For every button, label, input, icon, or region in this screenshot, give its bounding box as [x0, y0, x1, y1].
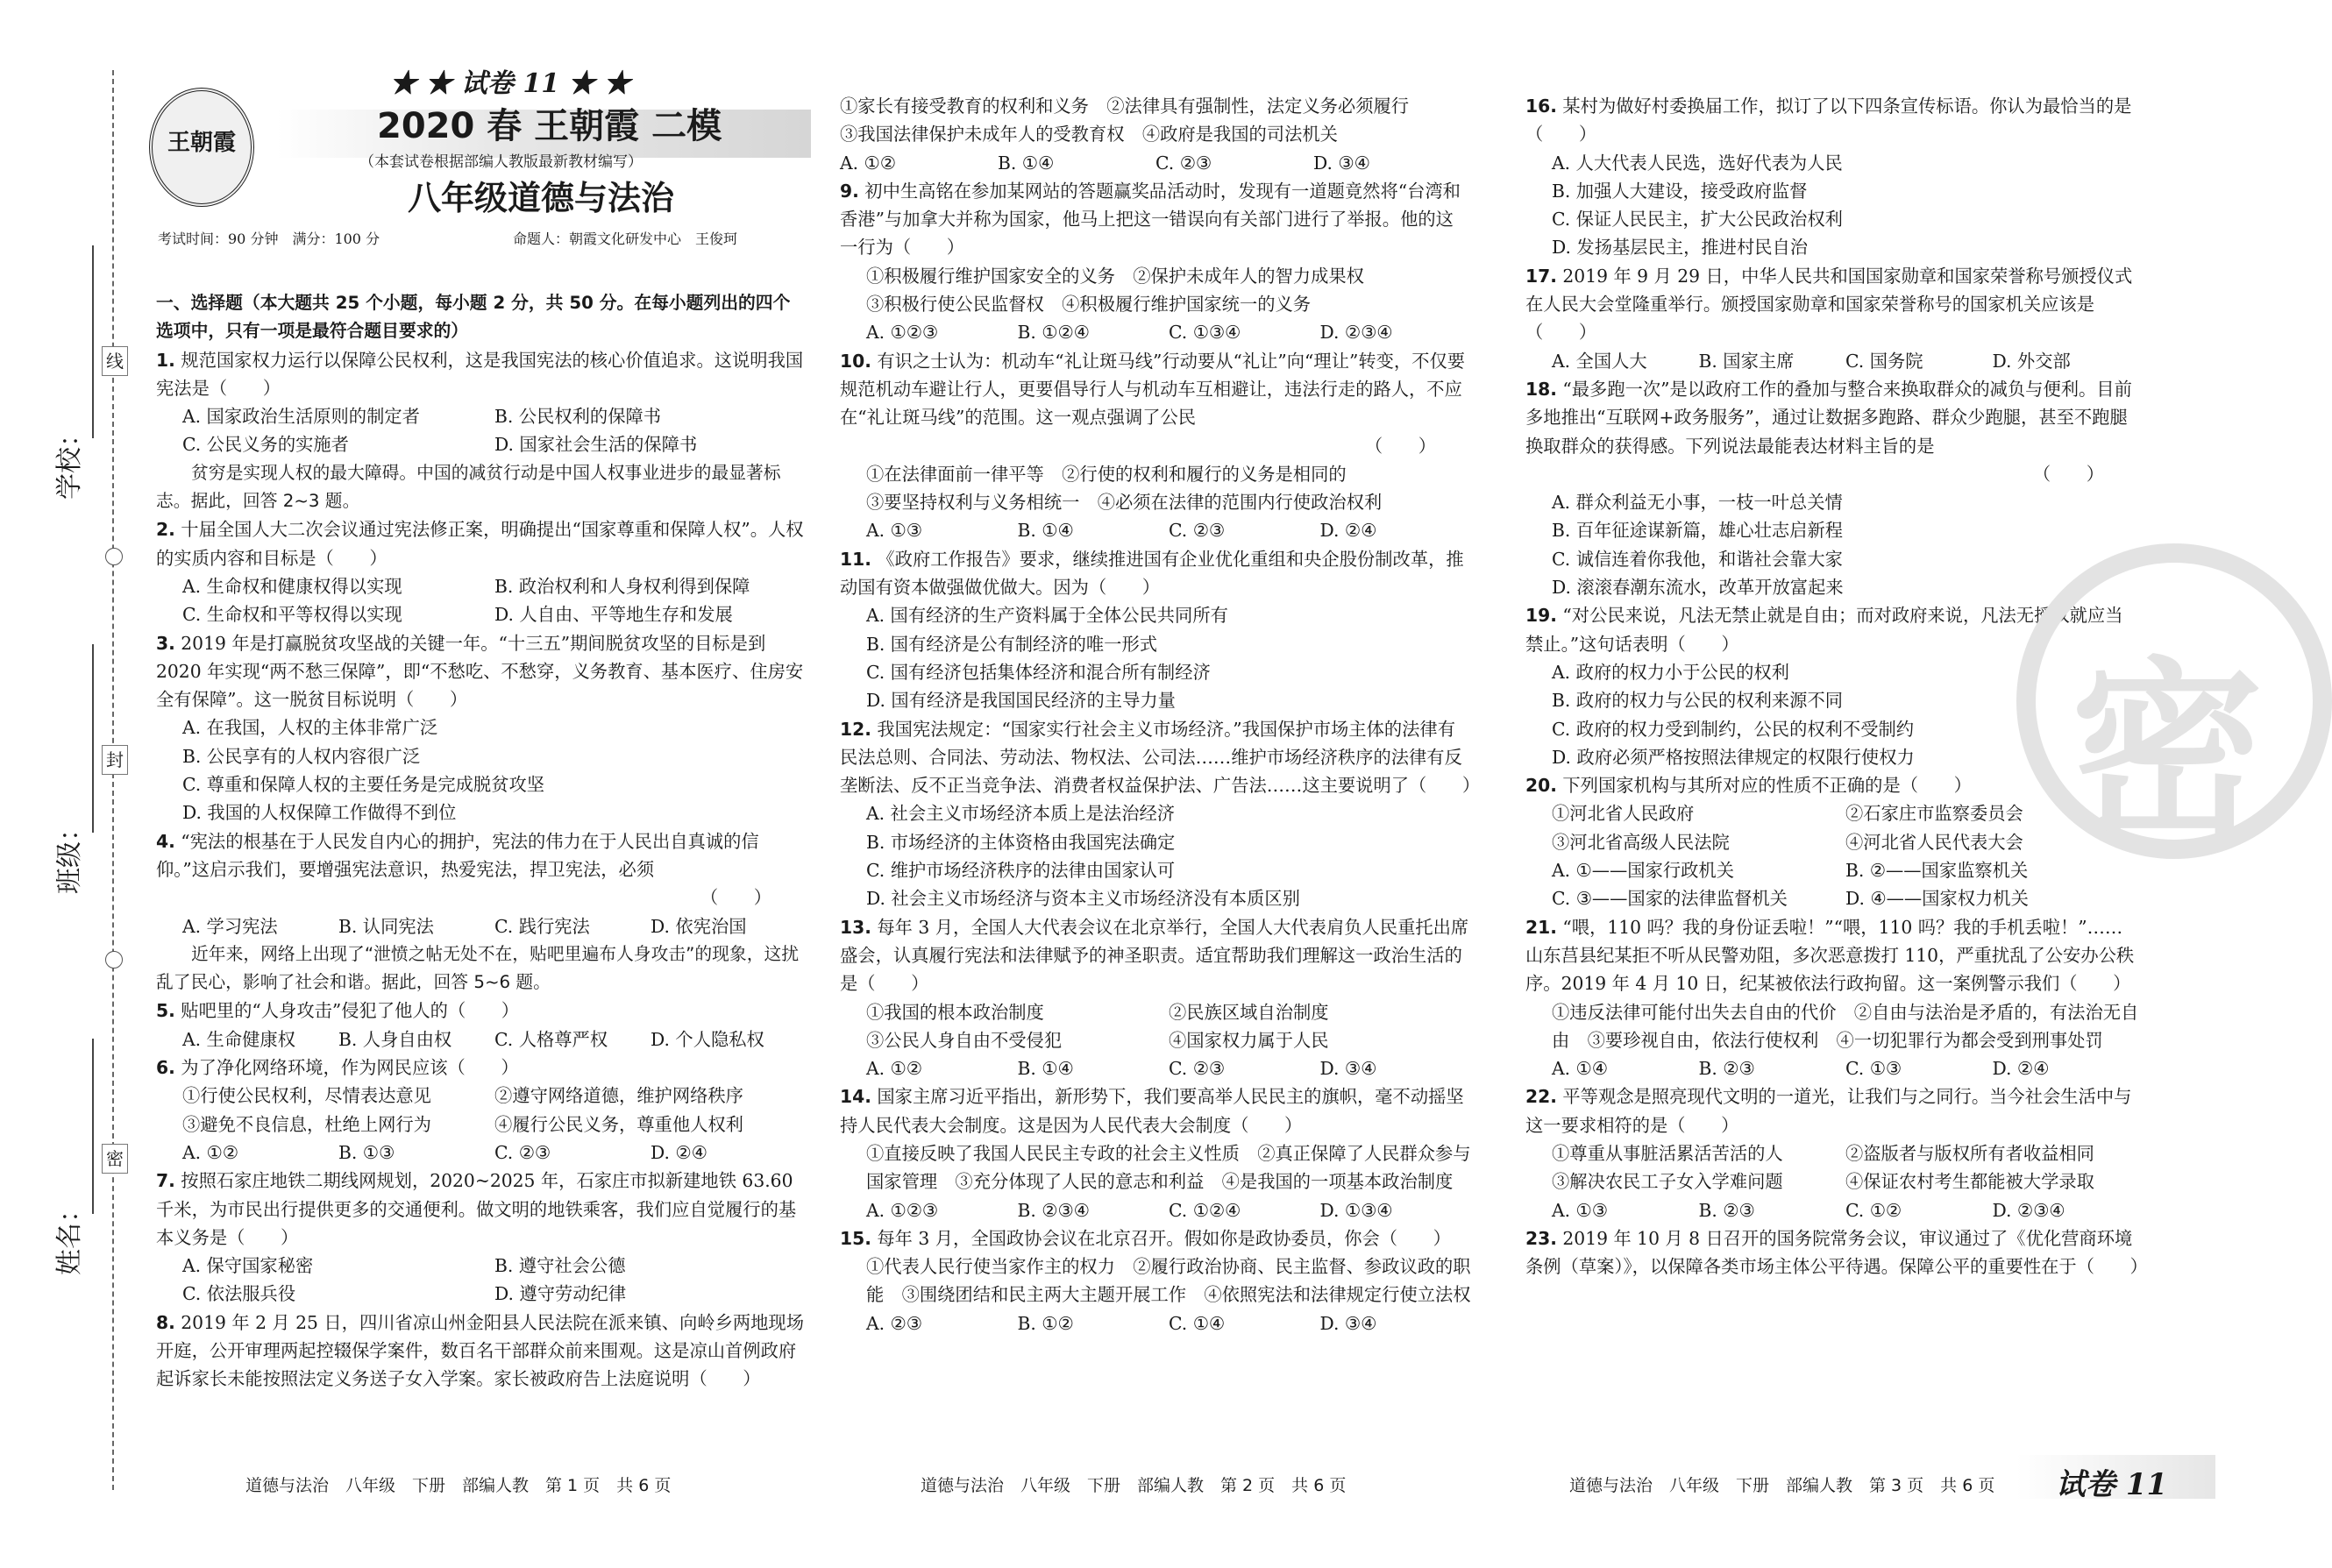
option-b[interactable]: B. ②③: [1698, 1199, 1755, 1221]
option-b[interactable]: B. ①③: [338, 1141, 395, 1163]
page-footer-3: 道德与法治 八年级 下册 部编人教 第 3 页 共 6 页: [1569, 1476, 1995, 1495]
option-d[interactable]: D. 国有经济是我国国民经济的主导力量: [866, 690, 1176, 712]
statement-3: ③公民人身自由不受侵犯: [866, 1029, 1063, 1051]
option-b[interactable]: B. 政府的权力与公民的权利来源不同: [1552, 690, 1844, 712]
option-d[interactable]: D. 国家社会生活的保障书: [494, 434, 698, 456]
question-18: 18. “最多跑一次”是以政府工作的叠加与整合来换取群众的减负与便利。目前多地推出“互联网+政务服务”，通过让数据多跑路、群众少跑腿，甚至不跑腿换取群众的获得感。下列说法最能表达材料主旨的是 （ ） A. 群众利益无小事，一枝一叶总关情 B. 百年征途谋新篇，雄心壮志启新程 C. 诚信连着你我他，和谐社会靠大家 D. 滚滚春潮东流水，改革开放富起来: [1525, 375, 2139, 601]
option-c[interactable]: C. ①②: [1845, 1199, 1902, 1221]
option-a[interactable]: A. 国有经济的生产资料属于全体公民共同所有: [866, 605, 1228, 627]
option-a[interactable]: A. 政府的权力小于公民的权利: [1552, 661, 1789, 683]
question-11: 11. 《政府工作报告》要求，继续推进国有企业优化重组和央企股份制改革，推动国有资本做强做优做大。因为（ ） A. 国有经济的生产资料属于全体公民共同所有 B. 国有经济是公有制经济的唯一形式 C. 国有经济包括集体经济和混合所有制经济 D. 国有经济是我国国民经济的主导力量: [840, 545, 1471, 715]
option-a[interactable]: A. ①——国家行政机关: [1552, 860, 1734, 882]
question-2: 2. 十届全国人大二次会议通过宪法修正案，明确提出“国家尊重和保障人权”。人权的实质内容和目标是（ ） A. 生命权和健康权得以实现 B. 政治权利和人身权利得到保障 C. 生命权和平等权得以实现 D. 人自由、平等地生存和发展: [156, 515, 807, 628]
option-d[interactable]: D. ②④: [651, 1141, 707, 1163]
option-d[interactable]: D. 社会主义市场经济与资本主义市场经济没有本质区别: [866, 888, 1300, 910]
option-c[interactable]: C. 践行宪法: [494, 915, 590, 937]
option-a[interactable]: A. 人大代表人民选，选好代表为人民: [1552, 152, 1843, 174]
statement-1: ①积极履行维护国家安全的义务: [866, 265, 1115, 287]
question-1: 1. 规范国家权力运行以保障公民权利，这是我国宪法的核心价值追求。这说明我国宪法是（ ） A. 国家政治生活原则的制定者 B. 公民权利的保障书 C. 公民义务的实施者 D. 国家社会生活的保障书: [156, 346, 807, 459]
option-b[interactable]: B. 国家主席: [1698, 350, 1795, 372]
question-13: 13. 每年 3 月，全国人大代表会议在北京举行，全国人大代表肩负人民重托出席盛会，认真履行宪法和法律赋予的神圣职责。适宜帮助我们理解这一政治生活的是（ ） ①我国的根本政治制度 ②民族区域自治制度 ③公民人身自由不受侵犯 ④国家权力属于人民 A. ①② B. ①④ C. ②③ D. ③④: [840, 913, 1471, 1083]
class-label: 班级：: [54, 815, 85, 894]
binding-hole: [105, 548, 123, 565]
seal-char-feng: 封: [102, 745, 128, 775]
option-a[interactable]: A. 国家政治生活原则的制定者: [182, 406, 420, 428]
exam-badge: [2016, 1455, 2215, 1502]
subject-title: 八年级道德与法治: [408, 179, 675, 217]
option-c[interactable]: C. ②③: [1169, 520, 1226, 542]
option-d[interactable]: D. 个人隐私权: [651, 1028, 764, 1050]
statement-4: ④河北省人民代表大会: [1845, 831, 2023, 853]
option-a[interactable]: A. 全国人大: [1552, 350, 1647, 372]
statement-3: ③河北省高级人民法院: [1552, 831, 1730, 853]
question-5: 5. 贴吧里的“人身攻击”侵犯了他人的（ ） A. 生命健康权 B. 人身自由权 C. 人格尊严权 D. 个人隐私权: [156, 997, 807, 1054]
statements-row: [840, 92, 1471, 120]
page-footer-2: 道德与法治 八年级 下册 部编人教 第 2 页 共 6 页: [921, 1476, 1347, 1495]
statement-4: ④积极履行维护国家统一的义务: [1062, 294, 1312, 316]
option-d[interactable]: D. ③④: [1313, 152, 1370, 174]
option-a[interactable]: A. ①③: [866, 520, 922, 542]
question-10: 10. 有识之士认为：机动车“礼让斑马线”行动要从“礼让”向“理让”转变，不仅要规范机动车避让行人，更要倡导行人与机动车互相避让，违法行走的路人，不应在“礼让斑马线”的范围。这一观点强调了公民 （ ） ①在法律面前一律平等 ②行使的权利和履行的义务是相同的 ③要坚持权利与义务相统一 ④必须在法律的范围内行使政治权利 A. ①③ B. ①④ C. ②③ D. ②④: [840, 347, 1471, 545]
option-b[interactable]: B. ②——国家监察机关: [1845, 860, 2029, 882]
binding-hole: [105, 951, 123, 968]
option-a[interactable]: A. ①④: [1552, 1058, 1608, 1080]
statement-2: ②民族区域自治制度: [1169, 1001, 1329, 1023]
option-c[interactable]: C. 保证人民民主，扩大公民政治权利: [1552, 209, 1843, 231]
school-fill-line[interactable]: [92, 245, 94, 438]
passage-2-3: 贫穷是实现人权的最大障碍。中国的减贫行动是中国人权事业进步的最显著标志。据此，回答 2~3 题。: [156, 462, 781, 512]
statement-1: ①行使公民权利，尽情表达意见: [182, 1085, 431, 1107]
statement-1: ①在法律面前一律平等: [866, 463, 1044, 485]
option-b[interactable]: B. 国有经济是公有制经济的唯一形式: [866, 633, 1158, 655]
seal-dash-line: [112, 70, 114, 1490]
option-d[interactable]: D. ③④: [1319, 1058, 1377, 1080]
seal-char-mi: 密: [102, 1144, 128, 1174]
option-a[interactable]: A. ①②: [182, 1141, 238, 1163]
question-22: 22. 平等观念是照亮现代文明的一道光，让我们与之同行。当今社会生活中与这一要求相符的是（ ） ①尊重从事脏活累活苦活的人 ②盗版者与版权所有者收益相同 ③解决农民工子女入学难问题 ④保证农村考生都能被大学录取 A. ①③ B. ②③ C. ①② D. ②③④: [1525, 1082, 2139, 1224]
option-b[interactable]: B. ①④: [998, 152, 1055, 174]
brand-logo-text: 王朝霞: [167, 130, 236, 156]
option-b[interactable]: B. 政治权利和人身权利得到保障: [494, 575, 750, 597]
question-8-continued: [840, 92, 1471, 177]
question-8: 8. 2019 年 2 月 25 日，四川省凉山州金阳县人民法院在派来镇、向岭乡两地现场开庭，公开审理两起控辍保学案件，数百名干部群众前来围观。这是凉山首例政府起诉家长未能按照法定义务送子女入学案。家长被政府告上法庭说明（ ）: [156, 1311, 804, 1390]
question-21: 21. “喂，110 吗？我的身份证丢啦！”“喂，110 吗？我的手机丢啦！”……山东莒县纪某拒不听从民警劝阻，多次恶意拨打 110，严重扰乱了公安办公秩序。2019 年 4 月 10 日，纪某被依法行政拘留。这一案例警示我们（ ） ①违反法律可能付出失去自由的代价 ②自由与法治是矛盾的，有法治无自由 ③要珍视自由，依法行使权利 ④一切犯罪行为都会受到刑事处罚 A. ①④ B. ②③ C. ①③ D. ②④: [1525, 913, 2139, 1083]
option-d[interactable]: D. ②③④: [1992, 1199, 2065, 1221]
binding-strip: [0, 0, 149, 1568]
option-b[interactable]: B. 人身自由权: [338, 1028, 452, 1050]
statement-3: ③解决农民工子女入学难问题: [1552, 1171, 1783, 1193]
class-fill-line[interactable]: [92, 644, 94, 833]
exam-header: [145, 61, 807, 259]
question-19: 19. “对公民来说，凡法无禁止就是自由；而对政府来说，凡法无授权就应当禁止。”这句话表明（ ） A. 政府的权力小于公民的权利 B. 政府的权力与公民的权利来源不同 C. 政府的权力受到制约，公民的权利不受制约 D. 政府必须严格按照法律规定的权限行使权力: [1525, 601, 2139, 771]
option-d[interactable]: D. ①③④: [1319, 1199, 1393, 1221]
question-4: 4. “宪法的根基在于人民发自内心的拥护，宪法的伟力在于人民出自真诚的信仰。”这启示我们，要增强宪法意识，热爱宪法，捍卫宪法，必须 （ ） A. 学习宪法 B. 认同宪法 C. 践行宪法 D. 依宪治国: [156, 827, 807, 940]
option-d[interactable]: D. ②④: [1992, 1058, 2050, 1080]
statement-2: ②遵守网络道德，维护网络秩序: [494, 1085, 743, 1107]
name-fill-line[interactable]: [92, 1039, 94, 1214]
option-b[interactable]: B. 公民权利的保障书: [494, 406, 662, 428]
option-b[interactable]: B. ②③: [1698, 1058, 1755, 1080]
statements: ①违反法律可能付出失去自由的代价 ②自由与法治是矛盾的，有法治无自由 ③要珍视自由，依法行使权利 ④一切犯罪行为都会受到刑事处罚: [1552, 1001, 2139, 1051]
option-b[interactable]: B. ①②: [1017, 1312, 1074, 1334]
option-a[interactable]: A. ①②: [840, 152, 896, 174]
exam-note: （本套试卷根据部编人教版最新教材编写）: [359, 153, 643, 171]
question-20: 20. 下列国家机构与其所对应的性质不正确的是（ ） ①河北省人民政府 ②石家庄市监察委员会 ③河北省高级人民法院 ④河北省人民代表大会 A. ①——国家行政机关 B. ②——国家监察机关 C. ③——国家的法律监督机关 D. ④——国家权力机关: [1525, 771, 2139, 912]
statement-3: ③我国法律保护未成年人的受教育权: [840, 124, 1125, 145]
option-b[interactable]: B. ①②④: [1017, 322, 1090, 344]
option-b[interactable]: B. ①④: [1017, 1058, 1074, 1080]
option-d[interactable]: D. 人自由、平等地生存和发展: [494, 604, 733, 626]
option-c[interactable]: C. 国有经济包括集体经济和混合所有制经济: [866, 661, 1211, 683]
question-14: 14. 国家主席习近平指出，新形势下，我们要高举人民民主的旗帜，毫不动摇坚持人民代表大会制度。这是因为人民代表大会制度（ ） ①直接反映了我国人民民主专政的社会主义性质 ②真正保障了人民群众参与国家管理 ③充分体现了人民的意志和利益 ④是我国的一项基本政治制度 A. ①②③ B. ②③④ C. ①②④ D. ①③④: [840, 1082, 1471, 1224]
exam-title: 2020 春 王朝霞 二模: [377, 106, 722, 146]
option-d[interactable]: D. ②④: [1319, 520, 1377, 542]
question-23: 23. 2019 年 10 月 8 日召开的国务院常务会议，审议通过了《优化营商环境条例（草案）》，以保障各类市场主体公平待遇。保障公平的重要性在于（ ）: [1525, 1227, 2148, 1278]
statement-3: ③要坚持权利与义务相统一: [866, 492, 1080, 514]
option-d[interactable]: D. 发扬基层民主，推进村民自治: [1552, 237, 1809, 259]
exam-author: 命题人：朝霞文化研发中心 王俊珂: [513, 231, 738, 247]
option-a[interactable]: A. 保守国家秘密: [182, 1255, 314, 1277]
page-column-2: [840, 92, 1481, 1337]
brand-logo: [149, 88, 254, 207]
statement-4: ④国家权力属于人民: [1169, 1029, 1329, 1051]
statements-row: [840, 120, 1471, 148]
option-c[interactable]: C. 公民义务的实施者: [182, 434, 349, 456]
option-c[interactable]: C. 政府的权力受到制约，公民的权利不受制约: [1552, 718, 1915, 740]
option-c[interactable]: C. 生命权和平等权得以实现: [182, 604, 402, 626]
option-d[interactable]: D. 我国的人权保障工作做得不到位: [182, 802, 457, 824]
option-c[interactable]: C. ②③: [1169, 1058, 1226, 1080]
option-c[interactable]: C. ③——国家的法律监督机关: [1552, 888, 1788, 910]
exam-time-score: 考试时间：90 分钟 满分：100 分: [158, 231, 380, 247]
statement-4: ④保证农村考生都能被大学录取: [1845, 1171, 2094, 1193]
statement-2: ②盗版者与版权所有者收益相同: [1845, 1142, 2094, 1164]
option-d[interactable]: D. ④——国家权力机关: [1845, 888, 2029, 910]
option-a[interactable]: A. 群众利益无小事，一枝一叶总关情: [1552, 492, 1843, 514]
option-a[interactable]: A. ①②③: [866, 1199, 939, 1221]
option-b[interactable]: B. 市场经济的主体资格由我国宪法确定: [866, 831, 1176, 853]
question-16: 16. 某村为做好村委换届工作，拟订了以下四条宣传标语。你认为最恰当的是（ ） A. 人大代表人民选，选好代表为人民 B. 加强人大建设，接受政府监督 C. 保证人民民主，扩大公民政治权利 D. 发扬基层民主，推进村民自治: [1525, 92, 2139, 262]
question-7: 7. 按照石家庄地铁二期线网规划，2020~2025 年，石家庄市拟新建地铁 63.60 千米，为市民出行提供更多的交通便利。做文明的地铁乘客，我们应自觉履行的基本义务是（ ） A. 保守国家秘密 B. 遵守社会公德 C. 依法服兵役 D. 遵守劳动纪律: [156, 1167, 807, 1308]
statements: ①代表人民行使当家作主的权力 ②履行政治协商、民主监督、参政议政的职能 ③围绕团结和民主两大主题开展工作 ④依照宪法和法律规定行使立法权: [866, 1256, 1471, 1306]
watermark-char: 密: [2071, 641, 2264, 865]
option-c[interactable]: C. 人格尊严权: [494, 1028, 608, 1050]
option-c[interactable]: C. 依法服兵役: [182, 1283, 296, 1305]
statement-2: ②石家庄市监察委员会: [1845, 803, 2023, 825]
question-12: 12. 我国宪法规定：“国家实行社会主义市场经济。”我国保护市场主体的法律有民法总则、合同法、劳动法、物权法、公司法……维护市场经济秩序的法律有反垄断法、反不正当竞争法、消费者权益保护法、广告法……这主要说明了（ ） A. 社会主义市场经济本质上是法治经济 B. 市场经济的主体资格由我国宪法确定 C. 维护市场经济秩序的法律由国家认可 D. 社会主义市场经济与资本主义市场经济没有本质区别: [840, 715, 1471, 913]
question-9: 9. 初中生高铭在参加某网站的答题赢奖品活动时，发现有一道题竟然将“台湾和香港”与加拿大并称为国家，他马上把这一错误向有关部门进行了举报。他的这一行为（ ） ①积极履行维护国家安全的义务 ②保护未成年人的智力成果权 ③积极行使公民监督权 ④积极履行维护国家统一的义务 A. ①②③ B. ①②④ C. ①③④ D. ②③④: [840, 177, 1471, 347]
option-a[interactable]: A. ①②③: [866, 322, 939, 344]
option-c[interactable]: C. ①④: [1169, 1312, 1226, 1334]
page-column-1: [156, 289, 807, 1394]
option-b[interactable]: B. 认同宪法: [338, 915, 434, 937]
option-c[interactable]: C. ②③: [494, 1141, 551, 1163]
option-d[interactable]: D. 依宪治国: [651, 915, 747, 937]
option-d[interactable]: D. 政府必须严格按照法律规定的权限行使权力: [1552, 746, 1915, 768]
statement-1: ①河北省人民政府: [1552, 803, 1695, 825]
question-3: 3. 2019 年是打赢脱贫攻坚战的关键一年。“十三五”期间脱贫攻坚的目标是到 2020 年实现“两不愁三保障”，即“不愁吃、不愁穿，义务教育、基本医疗、住房安全有保障”。这一脱贫目标说明（ ） A. 在我国，人权的主体非常广泛 B. 公民享有的人权内容很广泛 C. 尊重和保障人权的主要任务是完成脱贫攻坚 D. 我国的人权保障工作做得不到位: [156, 629, 807, 827]
option-c[interactable]: C. ①②④: [1169, 1199, 1241, 1221]
seal-watermark: [2016, 543, 2332, 865]
option-b[interactable]: B. 百年征途谋新篇，雄心壮志启新程: [1552, 520, 1844, 542]
option-a[interactable]: A. ②③: [866, 1312, 922, 1334]
option-a[interactable]: A. ①②: [866, 1058, 922, 1080]
statement-2: ②行使的权利和履行的义务是相同的: [1062, 463, 1347, 485]
option-c[interactable]: C. 国务院: [1845, 350, 1923, 372]
option-d[interactable]: D. ③④: [1319, 1312, 1377, 1334]
statement-4: ④政府是我国的司法机关: [1141, 124, 1338, 145]
passage-5-6: 近年来，网络上出现了“泄愤之帖无处不在，贴吧里遍布人身攻击”的现象，这扰乱了民心，影响了社会和谐。据此，回答 5~6 题。: [156, 943, 800, 993]
option-a[interactable]: A. 在我国，人权的主体非常广泛: [182, 717, 438, 739]
option-a[interactable]: A. 生命健康权: [182, 1028, 295, 1050]
page-footer-1: 道德与法治 八年级 下册 部编人教 第 1 页 共 6 页: [245, 1476, 672, 1495]
option-a[interactable]: A. 社会主义市场经济本质上是法治经济: [866, 803, 1176, 825]
statement-4: ④履行公民义务，尊重他人权利: [494, 1113, 743, 1135]
option-d[interactable]: D. 外交部: [1992, 350, 2071, 372]
statement-1: ①尊重从事脏活累活苦活的人: [1552, 1142, 1783, 1164]
option-d[interactable]: D. 滚滚春潮东流水，改革开放富起来: [1552, 577, 1844, 599]
question-6: 6. 为了净化网络环境，作为网民应该（ ） ①行使公民权利，尽情表达意见 ②遵守网络道德，维护网络秩序 ③避免不良信息，杜绝上网行为 ④履行公民义务，尊重他人权利 A. ①② B. ①③ C. ②③ D. ②④: [156, 1054, 807, 1167]
option-a[interactable]: A. ①③: [1552, 1199, 1608, 1221]
statement-2: ②保护未成年人的智力成果权: [1133, 265, 1364, 287]
section-heading: 一、选择题（本大题共 25 个小题，每小题 2 分，共 50 分。在每小题列出的四个选项中，只有一项是最符合题目要求的）: [156, 293, 791, 342]
statement-4: ④必须在法律的范围内行使政治权利: [1097, 492, 1383, 514]
seal-char-xian: 线: [102, 346, 128, 376]
statement-3: ③避免不良信息，杜绝上网行为: [182, 1113, 431, 1135]
option-a[interactable]: A. 学习宪法: [182, 915, 278, 937]
question-15: 15. 每年 3 月，全国政协会议在北京召开。假如你是政协委员，你会（ ） ①代表人民行使当家作主的权力 ②履行政治协商、民主监督、参政议政的职能 ③围绕团结和民主两大主题开展工作 ④依照宪法和法律规定行使立法权 A. ②③ B. ①② C. ①④ D. ③④: [840, 1224, 1471, 1337]
option-b[interactable]: B. 遵守社会公德: [494, 1255, 626, 1277]
statement-1: ①我国的根本政治制度: [866, 1001, 1044, 1023]
option-b[interactable]: B. 公民享有的人权内容很广泛: [182, 745, 421, 767]
option-a[interactable]: A. 生命权和健康权得以实现: [182, 575, 402, 597]
exam-badge-label: 试卷 11: [2056, 1467, 2168, 1502]
option-c[interactable]: C. 维护市场经济秩序的法律由国家认可: [866, 860, 1176, 882]
school-label: 学校：: [54, 421, 85, 500]
option-b[interactable]: B. ②③④: [1017, 1199, 1090, 1221]
statement-2: ②法律具有强制性，法定义务必须履行: [1106, 96, 1410, 117]
option-d[interactable]: D. ②③④: [1319, 322, 1393, 344]
option-c[interactable]: C. ②③: [1155, 152, 1212, 174]
statements: ①直接反映了我国人民民主专政的社会主义性质 ②真正保障了人民群众参与国家管理 ③充分体现了人民的意志和利益 ④是我国的一项基本政治制度: [866, 1142, 1471, 1193]
option-c[interactable]: C. 尊重和保障人权的主要任务是完成脱贫攻坚: [182, 774, 545, 796]
name-label: 姓名：: [54, 1196, 85, 1275]
exam-tag: ★ ★ 试卷 11 ★ ★: [390, 68, 630, 99]
option-c[interactable]: C. 诚信连着你我他，和谐社会靠大家: [1552, 548, 1843, 570]
option-d[interactable]: D. 遵守劳动纪律: [494, 1283, 627, 1305]
option-c[interactable]: C. ①③④: [1169, 322, 1241, 344]
option-c[interactable]: C. ①③: [1845, 1058, 1902, 1080]
option-b[interactable]: B. 加强人大建设，接受政府监督: [1552, 180, 1808, 202]
option-b[interactable]: B. ①④: [1017, 520, 1074, 542]
statement-1: ①家长有接受教育的权利和义务: [840, 96, 1089, 117]
question-17: 17. 2019 年 9 月 29 日，中华人民共和国国家勋章和国家荣誉称号颁授仪式在人民大会堂隆重举行。颁授国家勋章和国家荣誉称号的国家机关应该是（ ） A. 全国人大 B. 国家主席 C. 国务院 D. 外交部: [1525, 262, 2139, 375]
statement-3: ③积极行使公民监督权: [866, 294, 1044, 316]
